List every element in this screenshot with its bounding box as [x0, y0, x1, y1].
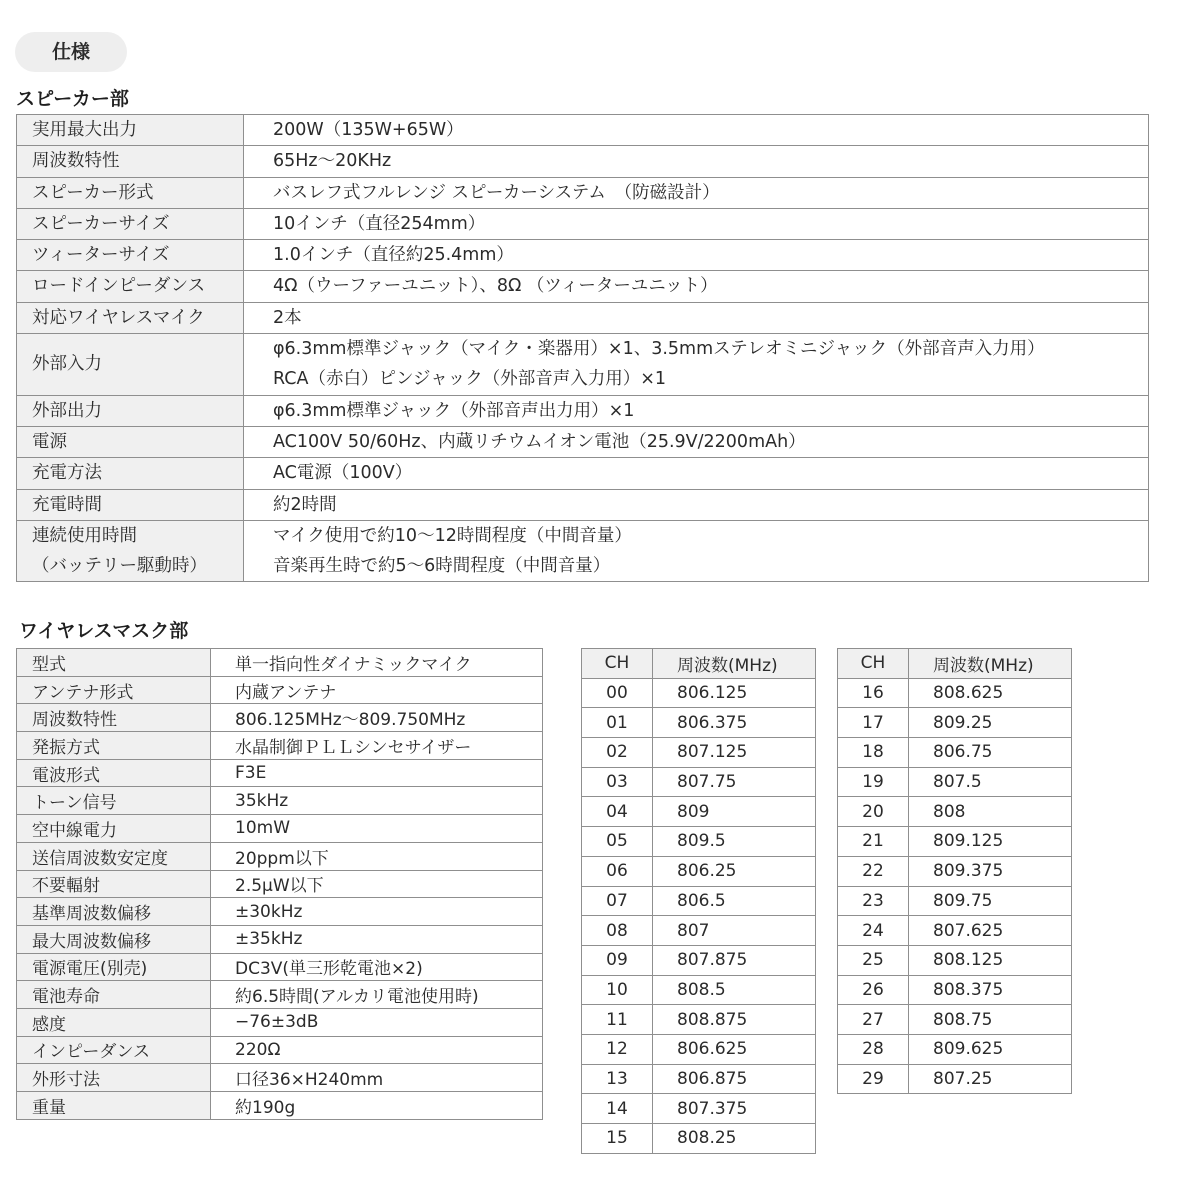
spec-row — [17, 271, 1149, 302]
mic-spec-row — [17, 953, 543, 981]
mic-spec-row — [17, 842, 543, 870]
channel-number: 25 — [838, 945, 909, 975]
spec-label-line: 充電方法 — [32, 463, 102, 484]
spec-value-line: φ6.3mm標準ジャック（外部音声出力用）×1 — [273, 400, 635, 421]
channel-number: 18 — [838, 738, 909, 768]
channel-frequency: 809.375 — [909, 856, 1072, 886]
channel-row — [838, 1034, 1072, 1064]
mic-spec-label: 電波形式 — [17, 759, 211, 787]
channel-number: 17 — [838, 708, 909, 738]
channel-row — [838, 827, 1072, 857]
channel-header-ch: CH — [582, 649, 653, 679]
spec-value-line: 10インチ（直径254mm） — [273, 213, 486, 234]
spec-value-line: 約2時間 — [273, 494, 337, 515]
spec-row — [17, 240, 1149, 271]
mic-spec-value: 220Ω — [211, 1036, 543, 1064]
channel-header-frequency: 周波数(MHz) — [653, 649, 816, 679]
mic-spec-row — [17, 787, 543, 815]
mic-section-heading: ワイヤレスマスク部 — [19, 620, 189, 642]
spec-label — [17, 426, 244, 457]
channel-frequency: 806.75 — [909, 738, 1072, 768]
spec-row — [17, 334, 1149, 396]
channel-number: 24 — [838, 916, 909, 946]
channel-frequency: 809.5 — [653, 827, 816, 857]
channel-frequency: 807.5 — [909, 767, 1072, 797]
channel-number: 13 — [582, 1064, 653, 1094]
channel-frequency: 808.75 — [909, 1005, 1072, 1035]
channel-row — [838, 916, 1072, 946]
spec-label-line: 連続使用時間 — [32, 525, 137, 546]
mic-spec-label: 電源電圧(別売) — [17, 953, 211, 981]
mic-spec-row — [17, 870, 543, 898]
channel-frequency: 809.625 — [909, 1034, 1072, 1064]
channel-row — [582, 827, 816, 857]
mic-spec-value: 内蔵アンテナ — [211, 676, 543, 704]
channel-row — [838, 1005, 1072, 1035]
channel-number: 01 — [582, 708, 653, 738]
spec-label — [17, 146, 244, 177]
mic-spec-label: 重量 — [17, 1092, 211, 1120]
channel-row — [838, 886, 1072, 916]
spec-value — [244, 240, 1149, 271]
channel-number: 19 — [838, 767, 909, 797]
channel-row — [582, 916, 816, 946]
mic-spec-row — [17, 898, 543, 926]
mic-spec-label: トーン信号 — [17, 787, 211, 815]
channel-number: 09 — [582, 945, 653, 975]
mic-spec-value: 約190g — [211, 1092, 543, 1120]
channel-number: 11 — [582, 1005, 653, 1035]
channel-frequency: 806.5 — [653, 886, 816, 916]
spec-value-line: 200W（135W+65W） — [273, 120, 464, 140]
spec-value-line: 音楽再生時で約5～6時間程度（中間音量） — [273, 556, 611, 577]
spec-row — [17, 489, 1149, 520]
channel-row — [838, 738, 1072, 768]
channel-number: 28 — [838, 1034, 909, 1064]
spec-value-line: マイク使用で約10～12時間程度（中間音量） — [273, 525, 632, 546]
channel-frequency: 808.25 — [653, 1124, 816, 1154]
spec-value — [244, 271, 1149, 302]
channel-frequency: 808.5 — [653, 975, 816, 1005]
channel-row — [582, 708, 816, 738]
channel-frequency: 809.125 — [909, 827, 1072, 857]
spec-value — [244, 334, 1149, 396]
mic-spec-label: 周波数特性 — [17, 704, 211, 732]
spec-row — [17, 302, 1149, 333]
channel-row — [582, 767, 816, 797]
spec-label — [17, 208, 244, 239]
mic-spec-row — [17, 676, 543, 704]
spec-row — [17, 115, 1149, 146]
channel-row — [838, 767, 1072, 797]
spec-value — [244, 489, 1149, 520]
spec-value — [244, 395, 1149, 426]
channel-frequency: 806.25 — [653, 856, 816, 886]
channel-row — [838, 856, 1072, 886]
spec-label — [17, 177, 244, 208]
mic-spec-value: 約6.5時間(アルカリ電池使用時) — [211, 981, 543, 1009]
spec-label — [17, 271, 244, 302]
channel-number: 16 — [838, 678, 909, 708]
channel-frequency: 809.75 — [909, 886, 1072, 916]
channel-row — [582, 678, 816, 708]
channel-frequency: 807.375 — [653, 1094, 816, 1124]
channel-number: 21 — [838, 827, 909, 857]
spec-label-line: 実用最大出力 — [32, 120, 137, 140]
channel-number: 12 — [582, 1034, 653, 1064]
spec-value-line: 1.0インチ（直径約25.4mm） — [273, 245, 514, 266]
channel-number: 08 — [582, 916, 653, 946]
channel-frequency: 807.625 — [909, 916, 1072, 946]
channel-row — [582, 1034, 816, 1064]
channel-frequency: 806.375 — [653, 708, 816, 738]
spec-value — [244, 115, 1149, 146]
mic-spec-table — [16, 648, 543, 1120]
spec-value — [244, 146, 1149, 177]
channel-number: 15 — [582, 1124, 653, 1154]
channel-frequency: 809.25 — [909, 708, 1072, 738]
mic-spec-value: 口径36×H240mm — [211, 1064, 543, 1092]
spec-label — [17, 458, 244, 489]
mic-spec-value: 20ppm以下 — [211, 842, 543, 870]
spec-label-line: 外部入力 — [32, 354, 102, 375]
spec-label-line: ロードインピーダンス — [32, 276, 206, 297]
channel-number: 22 — [838, 856, 909, 886]
channel-table-1 — [581, 648, 816, 1154]
channel-number: 02 — [582, 738, 653, 768]
mic-spec-row — [17, 1092, 543, 1120]
channel-number: 07 — [582, 886, 653, 916]
mic-spec-label: 感度 — [17, 1008, 211, 1036]
spec-value-line: RCA（赤白）ピンジャック（外部音声入力用）×1 — [273, 369, 666, 390]
channel-frequency: 807.75 — [653, 767, 816, 797]
channel-frequency: 806.125 — [653, 678, 816, 708]
channel-row — [838, 708, 1072, 738]
mic-spec-value: F3E — [211, 759, 543, 787]
mic-spec-row — [17, 759, 543, 787]
mic-spec-row — [17, 1008, 543, 1036]
spec-row — [17, 520, 1149, 582]
channel-row — [582, 797, 816, 827]
mic-spec-value: DC3V(単三形乾電池×2) — [211, 953, 543, 981]
channel-number: 26 — [838, 975, 909, 1005]
channel-frequency: 808.375 — [909, 975, 1072, 1005]
channel-number: 27 — [838, 1005, 909, 1035]
mic-spec-label: 最大周波数偏移 — [17, 925, 211, 953]
mic-spec-row — [17, 1036, 543, 1064]
channel-number: 00 — [582, 678, 653, 708]
mic-spec-row — [17, 649, 543, 677]
channel-frequency: 806.875 — [653, 1064, 816, 1094]
channel-header-row — [582, 649, 816, 679]
spec-value — [244, 302, 1149, 333]
spec-value-line: AC電源（100V） — [273, 463, 413, 484]
channel-frequency: 807 — [653, 916, 816, 946]
spec-label-line: （バッテリー駆動時） — [32, 556, 207, 577]
channel-row — [838, 945, 1072, 975]
channel-number: 05 — [582, 827, 653, 857]
spec-row — [17, 146, 1149, 177]
channel-row — [582, 1064, 816, 1094]
spec-value-line: 4Ω（ウーファーユニット）、8Ω （ツィーターユニット） — [273, 276, 718, 297]
spec-row — [17, 177, 1149, 208]
channel-header-row — [838, 649, 1072, 679]
spec-label-line: 外部出力 — [32, 400, 102, 421]
spec-label-line: 対応ワイヤレスマイク — [32, 307, 205, 328]
mic-spec-label: 型式 — [17, 649, 211, 677]
spec-value-line: 65Hz～20KHz — [273, 151, 392, 172]
mic-spec-value: ±30kHz — [211, 898, 543, 926]
spec-row — [17, 395, 1149, 426]
mic-spec-label: 電池寿命 — [17, 981, 211, 1009]
channel-row — [582, 738, 816, 768]
spec-row — [17, 458, 1149, 489]
channel-row — [582, 1094, 816, 1124]
mic-spec-label: 外形寸法 — [17, 1064, 211, 1092]
mic-spec-value: 水晶制御ＰＬＬシンセサイザー — [211, 732, 543, 760]
speaker-spec-table — [16, 114, 1149, 582]
mic-spec-label: 不要輻射 — [17, 870, 211, 898]
channel-table-2 — [837, 648, 1072, 1094]
channel-number: 20 — [838, 797, 909, 827]
mic-spec-label: 空中線電力 — [17, 815, 211, 843]
spec-value-line: φ6.3mm標準ジャック（マイク・楽器用）×1、3.5mmステレオミニジャック（外部音声入力用） — [273, 339, 1045, 360]
spec-label — [17, 240, 244, 271]
channel-frequency: 808.875 — [653, 1005, 816, 1035]
channel-frequency: 806.625 — [653, 1034, 816, 1064]
spec-value-line: AC100V 50/60Hz、内蔵リチウムイオン電池（25.9V/2200mAh） — [273, 431, 806, 452]
spec-value — [244, 520, 1149, 582]
spec-row — [17, 208, 1149, 239]
channel-number: 29 — [838, 1064, 909, 1094]
channel-row — [582, 886, 816, 916]
mic-spec-row — [17, 1064, 543, 1092]
channel-number: 14 — [582, 1094, 653, 1124]
mic-spec-label: 送信周波数安定度 — [17, 842, 211, 870]
channel-row — [838, 797, 1072, 827]
channel-number: 04 — [582, 797, 653, 827]
mic-spec-label: アンテナ形式 — [17, 676, 211, 704]
spec-value-line: バスレフ式フルレンジ スピーカーシステム （防磁設計） — [273, 182, 720, 203]
spec-label — [17, 115, 244, 146]
spec-label — [17, 489, 244, 520]
spec-label — [17, 334, 244, 396]
spec-label-line: スピーカーサイズ — [32, 213, 170, 234]
channel-header-frequency: 周波数(MHz) — [909, 649, 1072, 679]
channel-frequency: 807.25 — [909, 1064, 1072, 1094]
channel-number: 10 — [582, 975, 653, 1005]
mic-spec-row — [17, 815, 543, 843]
mic-spec-label: 基準周波数偏移 — [17, 898, 211, 926]
channel-row — [838, 1064, 1072, 1094]
channel-frequency: 807.125 — [653, 738, 816, 768]
mic-spec-row — [17, 704, 543, 732]
spec-badge: 仕様 — [15, 32, 127, 72]
channel-row — [582, 945, 816, 975]
mic-spec-value: ±35kHz — [211, 925, 543, 953]
spec-label-line: 電源 — [32, 431, 67, 452]
channel-frequency: 808 — [909, 797, 1072, 827]
spec-label — [17, 395, 244, 426]
channel-frequency: 808.125 — [909, 945, 1072, 975]
spec-label — [17, 520, 244, 582]
spec-label-line: 周波数特性 — [32, 151, 120, 172]
spec-label-line: ツィーターサイズ — [32, 245, 170, 266]
spec-value — [244, 426, 1149, 457]
channel-row — [838, 975, 1072, 1005]
channel-row — [582, 1005, 816, 1035]
mic-spec-value: −76±3dB — [211, 1008, 543, 1036]
spec-value — [244, 177, 1149, 208]
channel-frequency: 807.875 — [653, 945, 816, 975]
channel-row — [838, 678, 1072, 708]
channel-row — [582, 856, 816, 886]
channel-header-ch: CH — [838, 649, 909, 679]
speaker-section-heading: スピーカー部 — [16, 88, 129, 110]
channel-row — [582, 1124, 816, 1154]
mic-spec-label: インピーダンス — [17, 1036, 211, 1064]
mic-spec-value: 2.5μW以下 — [211, 870, 543, 898]
channel-number: 06 — [582, 856, 653, 886]
channel-number: 23 — [838, 886, 909, 916]
mic-spec-row — [17, 925, 543, 953]
mic-spec-label: 発振方式 — [17, 732, 211, 760]
channel-number: 03 — [582, 767, 653, 797]
spec-value — [244, 208, 1149, 239]
spec-label-line: 充電時間 — [32, 494, 102, 515]
mic-spec-value: 単一指向性ダイナミックマイク — [211, 649, 543, 677]
mic-spec-row — [17, 981, 543, 1009]
spec-label — [17, 302, 244, 333]
channel-row — [582, 975, 816, 1005]
spec-label-line: スピーカー形式 — [32, 182, 154, 203]
spec-value — [244, 458, 1149, 489]
spec-value-line: 2本 — [273, 307, 302, 328]
mic-spec-value: 35kHz — [211, 787, 543, 815]
mic-spec-row — [17, 732, 543, 760]
mic-spec-value: 10mW — [211, 815, 543, 843]
channel-frequency: 808.625 — [909, 678, 1072, 708]
mic-spec-value: 806.125MHz～809.750MHz — [211, 704, 543, 732]
channel-frequency: 809 — [653, 797, 816, 827]
spec-row — [17, 426, 1149, 457]
